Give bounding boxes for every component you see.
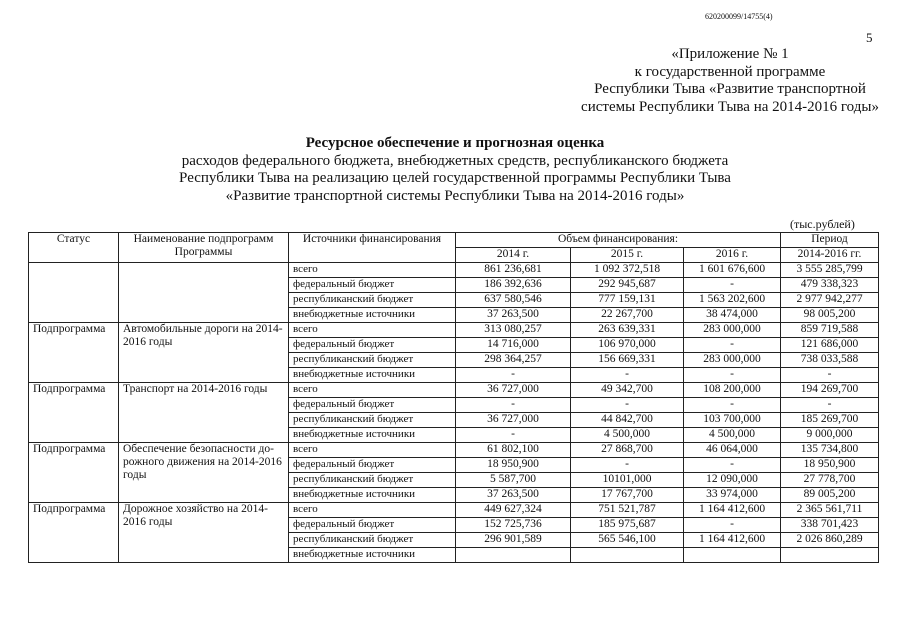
source-cell: республиканский бюджет	[289, 293, 456, 308]
appendix-line: «Приложение № 1	[671, 46, 789, 62]
value-2016: 1 563 202,600	[684, 293, 781, 308]
value-period: 479 338,323	[781, 278, 879, 293]
value-2014: -	[456, 398, 571, 413]
value-2015: 263 639,331	[571, 323, 684, 338]
value-2015: 106 970,000	[571, 338, 684, 353]
value-2016: 283 000,000	[684, 353, 781, 368]
value-2014: 449 627,324	[456, 503, 571, 518]
value-2014: 61 802,100	[456, 443, 571, 458]
value-2014: 313 080,257	[456, 323, 571, 338]
value-2015: -	[571, 368, 684, 383]
page-number: 5	[866, 30, 873, 45]
value-2016: -	[684, 398, 781, 413]
value-period: 2 365 561,711	[781, 503, 879, 518]
document-id: 620200099/14755(4)	[705, 12, 773, 21]
header-2014: 2014 г.	[456, 248, 571, 263]
value-2015: 185 975,687	[571, 518, 684, 533]
source-cell: республиканский бюджет	[289, 533, 456, 548]
value-period: 2 977 942,277	[781, 293, 879, 308]
value-2016: 103 700,000	[684, 413, 781, 428]
value-2014: 861 236,681	[456, 263, 571, 278]
source-cell: внебюджетные источники	[289, 548, 456, 563]
value-2016: 38 474,000	[684, 308, 781, 323]
source-cell: всего	[289, 323, 456, 338]
subprogram-name-cell: Обеспечение безопасности до-рожного движения на 2014-2016 годы	[119, 443, 289, 503]
appendix-line: системы Республики Тыва на 2014-2016 годы»	[581, 98, 879, 115]
value-period: -	[781, 398, 879, 413]
value-2014: 152 725,736	[456, 518, 571, 533]
source-cell: внебюджетные источники	[289, 488, 456, 503]
value-2014	[456, 548, 571, 563]
value-2014: 36 727,000	[456, 383, 571, 398]
value-2016	[684, 548, 781, 563]
title-line: Республики Тыва на реализацию целей государственной программы Республики Тыва	[179, 170, 731, 186]
source-cell: внебюджетные источники	[289, 428, 456, 443]
source-cell: всего	[289, 503, 456, 518]
value-2015: -	[571, 458, 684, 473]
value-period: 2 026 860,289	[781, 533, 879, 548]
value-2015: 10101,000	[571, 473, 684, 488]
source-cell: федеральный бюджет	[289, 518, 456, 533]
value-2014: 18 950,900	[456, 458, 571, 473]
unit-label: (тыс.рублей)	[790, 217, 855, 231]
source-cell: федеральный бюджет	[289, 458, 456, 473]
value-period: 9 000,000	[781, 428, 879, 443]
source-cell: внебюджетные источники	[289, 368, 456, 383]
value-2015: 22 267,700	[571, 308, 684, 323]
title-line: «Развитие транспортной системы Республики Тыва на 2014-2016 годы»	[225, 187, 685, 204]
source-cell: республиканский бюджет	[289, 413, 456, 428]
value-period	[781, 548, 879, 563]
value-2016: -	[684, 278, 781, 293]
header-2015: 2015 г.	[571, 248, 684, 263]
value-2014: 37 263,500	[456, 308, 571, 323]
header-name: Наименование подпрограмм Программы	[119, 233, 289, 263]
value-period: 135 734,800	[781, 443, 879, 458]
subprogram-name-cell: Автомобильные дороги на 2014-2016 годы	[119, 323, 289, 383]
table-row	[29, 443, 879, 458]
value-2016: -	[684, 458, 781, 473]
value-period: 738 033,588	[781, 353, 879, 368]
header-volume: Объем финансирования:	[456, 233, 781, 248]
value-2015: -	[571, 398, 684, 413]
value-period: 194 269,700	[781, 383, 879, 398]
appendix-header	[560, 46, 900, 116]
value-2015: 777 159,131	[571, 293, 684, 308]
source-cell: республиканский бюджет	[289, 353, 456, 368]
value-2014: 37 263,500	[456, 488, 571, 503]
value-2014: 296 901,589	[456, 533, 571, 548]
value-2015: 751 521,787	[571, 503, 684, 518]
value-2016: 46 064,000	[684, 443, 781, 458]
value-period: 27 778,700	[781, 473, 879, 488]
value-2015: 49 342,700	[571, 383, 684, 398]
source-cell: внебюджетные источники	[289, 308, 456, 323]
value-2014: -	[456, 368, 571, 383]
status-cell: Подпрограмма	[29, 443, 119, 503]
status-cell	[29, 263, 119, 323]
value-period: 98 005,200	[781, 308, 879, 323]
value-2016: 1 601 676,600	[684, 263, 781, 278]
value-2016: 108 200,000	[684, 383, 781, 398]
header-period-range: 2014-2016 гг.	[781, 248, 879, 263]
value-2014: 36 727,000	[456, 413, 571, 428]
header-2016: 2016 г.	[684, 248, 781, 263]
value-2016: -	[684, 338, 781, 353]
status-cell: Подпрограмма	[29, 323, 119, 383]
value-2016: -	[684, 518, 781, 533]
subprogram-name-cell: Дорожное хозяйство на 2014-2016 годы	[119, 503, 289, 563]
source-cell: федеральный бюджет	[289, 398, 456, 413]
value-2016: 4 500,000	[684, 428, 781, 443]
value-2015	[571, 548, 684, 563]
source-cell: федеральный бюджет	[289, 278, 456, 293]
status-cell: Подпрограмма	[29, 503, 119, 563]
value-2015: 156 669,331	[571, 353, 684, 368]
header-sources: Источники финансирования	[289, 233, 456, 263]
value-2014: 186 392,636	[456, 278, 571, 293]
value-period: -	[781, 368, 879, 383]
source-cell: всего	[289, 263, 456, 278]
funding-table	[28, 232, 879, 563]
appendix-line: Республики Тыва «Развитие транспортной	[594, 81, 866, 97]
source-cell: всего	[289, 443, 456, 458]
value-period: 121 686,000	[781, 338, 879, 353]
value-2015: 565 546,100	[571, 533, 684, 548]
value-2015: 44 842,700	[571, 413, 684, 428]
value-2016: 33 974,000	[684, 488, 781, 503]
value-2015: 1 092 372,518	[571, 263, 684, 278]
title-bold: Ресурсное обеспечение и прогнозная оценка	[305, 135, 605, 151]
source-cell: республиканский бюджет	[289, 473, 456, 488]
value-2015: 27 868,700	[571, 443, 684, 458]
status-cell: Подпрограмма	[29, 383, 119, 443]
value-2015: 292 945,687	[571, 278, 684, 293]
value-2014: 14 716,000	[456, 338, 571, 353]
subprogram-name-cell: Транспорт на 2014-2016 годы	[119, 383, 289, 443]
table-row	[29, 323, 879, 338]
value-2016: 1 164 412,600	[684, 533, 781, 548]
value-2016: 1 164 412,600	[684, 503, 781, 518]
value-2014: 5 587,700	[456, 473, 571, 488]
value-period: 89 005,200	[781, 488, 879, 503]
value-period: 3 555 285,799	[781, 263, 879, 278]
table-row	[29, 383, 879, 398]
table-row	[29, 263, 879, 278]
value-2016: -	[684, 368, 781, 383]
value-2016: 12 090,000	[684, 473, 781, 488]
value-2014: -	[456, 428, 571, 443]
subprogram-name-cell	[119, 263, 289, 323]
value-period: 859 719,588	[781, 323, 879, 338]
title-line: расходов федерального бюджета, внебюджетных средств, республиканского бюджета	[181, 152, 729, 169]
value-period: 338 701,423	[781, 518, 879, 533]
value-2016: 283 000,000	[684, 323, 781, 338]
value-2015: 17 767,700	[571, 488, 684, 503]
value-period: 185 269,700	[781, 413, 879, 428]
value-period: 18 950,900	[781, 458, 879, 473]
value-2014: 637 580,546	[456, 293, 571, 308]
header-period: Период	[781, 233, 879, 248]
document-title	[100, 135, 810, 205]
value-2014: 298 364,257	[456, 353, 571, 368]
source-cell: всего	[289, 383, 456, 398]
source-cell: федеральный бюджет	[289, 338, 456, 353]
appendix-line: к государственной программе	[634, 63, 826, 80]
value-2015: 4 500,000	[571, 428, 684, 443]
header-status: Статус	[29, 233, 119, 263]
table-row	[29, 503, 879, 518]
